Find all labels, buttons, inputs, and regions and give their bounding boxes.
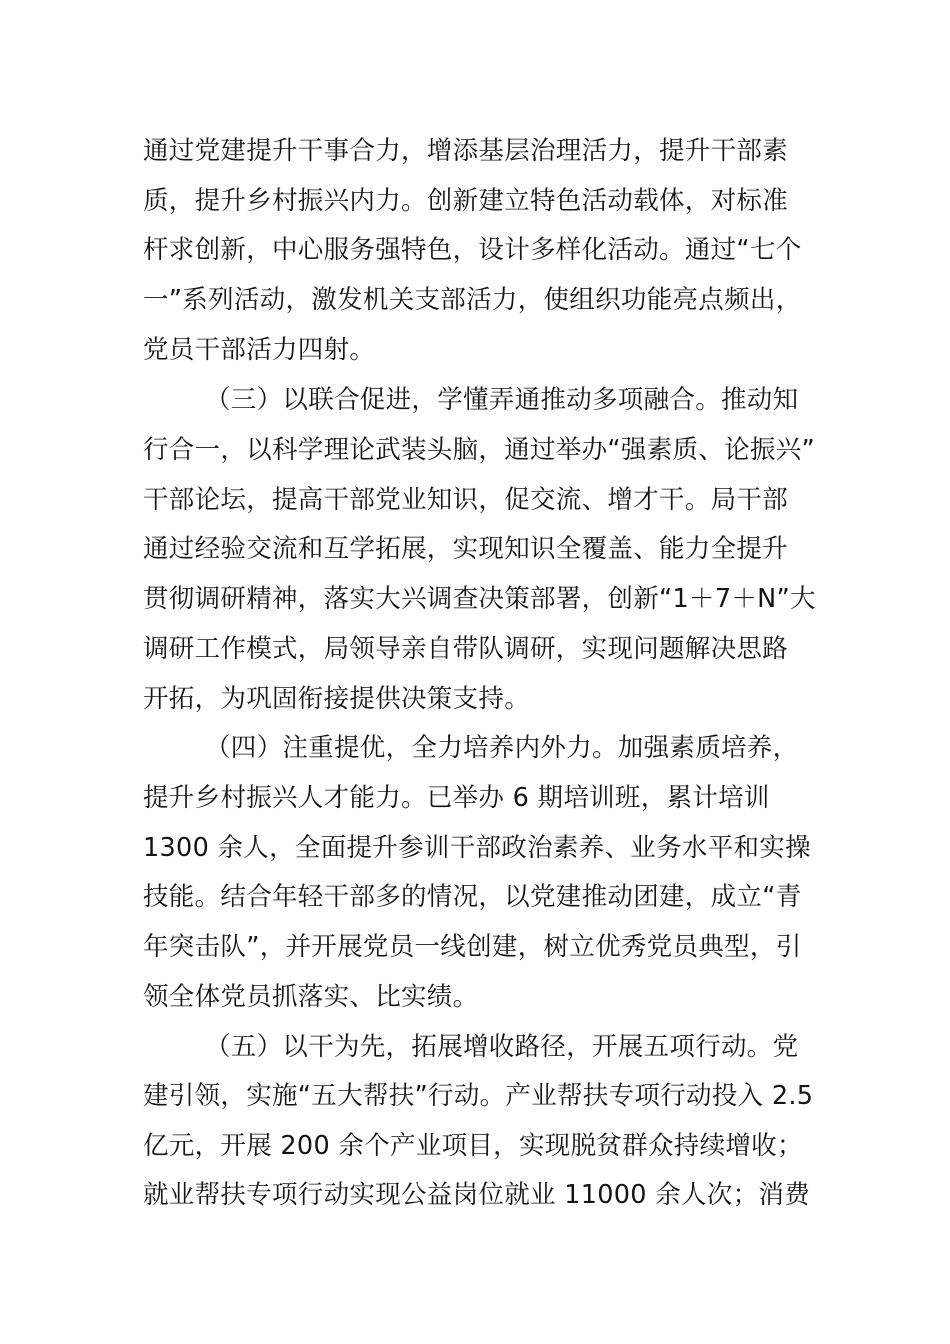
text-line: 杆求创新，中心服务强特色，设计多样化活动。通过“七个 (143, 235, 802, 265)
text-line: 党员干部活力四射。 (143, 335, 376, 365)
text-line: 提升乡村振兴人才能力。已举办 6 期培训班，累计培训 (143, 783, 770, 813)
text-line: 通过经验交流和互学拓展，实现知识全覆盖、能力全提升 (143, 534, 789, 564)
text-line: 调研工作模式，局领导亲自带队调研，实现问题解决思路 (143, 634, 789, 664)
section-heading-5: （五）以干为先，拓展增收路径，开展五项行动。党 (205, 1032, 799, 1062)
text-line: 建引领，实施“五大帮扶”行动。产业帮扶专项行动投入 2.5 (143, 1081, 814, 1111)
section-heading-3: （三）以联合促进，学懂弄通推动多项融合。推动知 (205, 385, 799, 415)
text-line: 通过党建提升干事合力，增添基层治理活力，提升干部素 (143, 136, 789, 166)
text-line: 年突击队”，并开展党员一线创建，树立优秀党员典型，引 (143, 932, 802, 962)
text-line: 干部论坛，提高干部党业知识，促交流、增才干。局干部 (143, 485, 789, 515)
text-line: 一”系列活动，激发机关支部活力，使组织功能亮点频出， (143, 285, 802, 315)
text-line: 技能。结合年轻干部多的情况，以党建推动团建，成立“青 (143, 882, 802, 912)
text-line: 领全体党员抓落实、比实绩。 (143, 982, 479, 1012)
text-line: 1300 余人，全面提升参训干部政治素养、业务水平和实操 (143, 833, 811, 863)
text-line: 亿元，开展 200 余个产业项目，实现脱贫群众持续增收； (143, 1131, 803, 1161)
text-line: 开拓，为巩固衔接提供决策支持。 (143, 684, 531, 714)
text-line: 贯彻调研精神，落实大兴调查决策部署，创新“1＋7＋N”大 (143, 584, 816, 614)
section-heading-4: （四）注重提优，全力培养内外力。加强素质培养， (205, 733, 799, 763)
text-line: 就业帮扶专项行动实现公益岗位就业 11000 余人次；消费 (143, 1180, 811, 1210)
text-line: 质，提升乡村振兴内力。创新建立特色活动载体，对标准 (143, 186, 789, 216)
text-line: 行合一，以科学理论武装头脑，通过举办“强素质、论振兴” (143, 435, 816, 465)
